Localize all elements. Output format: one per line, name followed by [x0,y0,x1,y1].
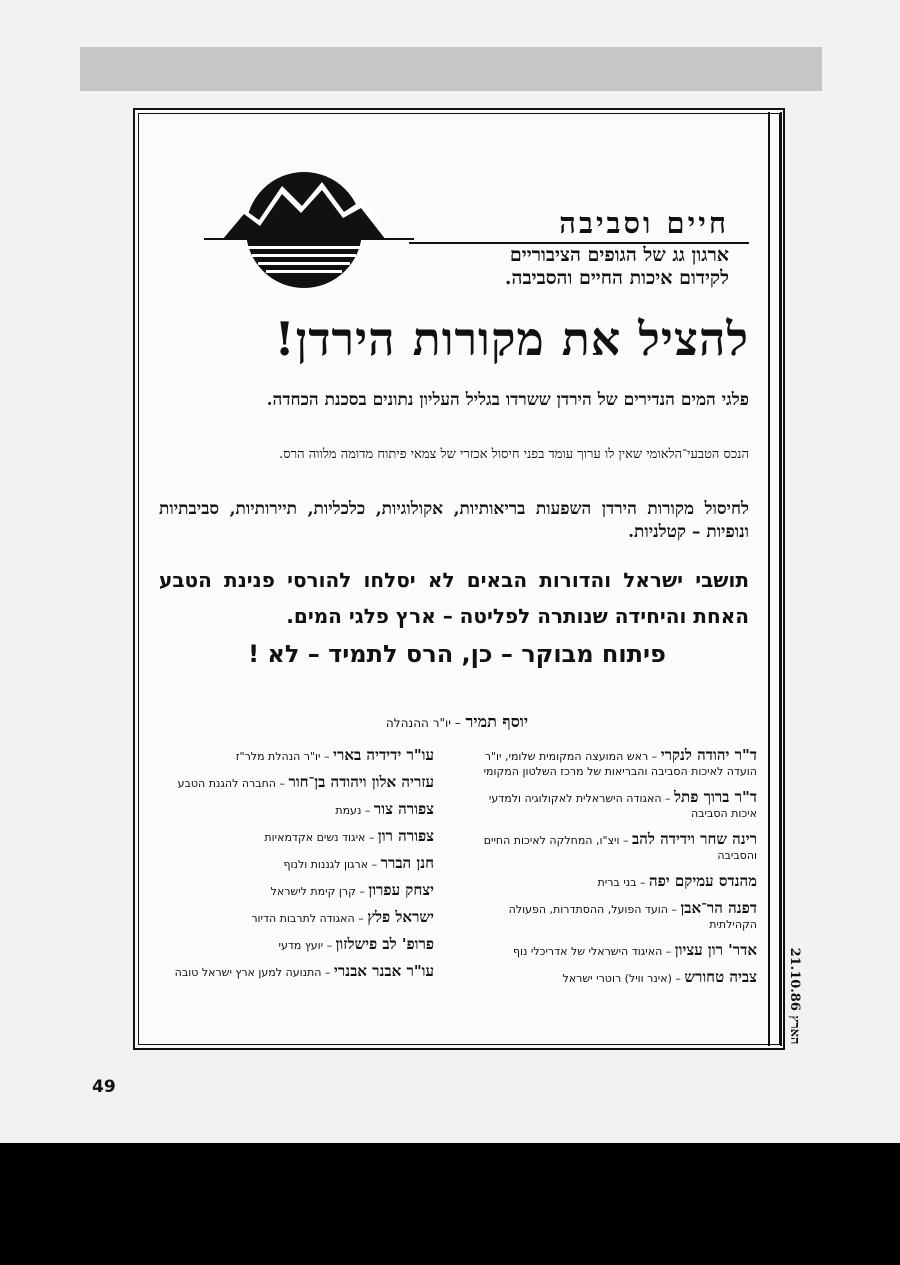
source-date-stamp [783,947,807,1050]
source-date-text: הארץ 21.10.86 [787,947,802,1045]
org-desc-line: ארגון גג של הגופים הציבוריים [509,244,729,266]
signatory-name: מהנדס עמיקם יפה [648,872,757,890]
signatory-name: יוסף תמיר [465,712,529,731]
signatory-name: יצחק עפרון [368,881,434,899]
signatory-name: ד"ר יהודה לנקרי [660,746,757,764]
organization-description [399,244,729,290]
header-bar [80,47,822,91]
signatory [149,775,434,791]
signatory [472,832,757,863]
signatory [472,943,757,959]
signatory [149,937,434,953]
signatory-name: ישראל פלץ [367,908,434,926]
mountain-logo-icon [204,168,414,298]
signatory-role: – החברה להגנת הטבע [177,777,285,790]
signatory-role: – יועץ מדעי [278,939,333,952]
signatories-right-column [472,748,757,997]
chairman-signature [145,712,769,732]
frame-double-rule [768,112,782,1046]
signatory-role: – הועד הפועל, ההסתדרות, הפעולה הקהילתית [508,903,757,931]
signatory [149,910,434,926]
signatory-role: – ויצ"ו, המחלקה לאיכות החיים והסביבה [483,834,757,862]
headline: להציל את מקורות הירדן! [274,312,749,366]
org-desc-line: לקידום איכות החיים והסביבה. [504,267,729,289]
signatory-role: – האיגוד הישראלי של אדריכלי נוף [512,945,672,958]
advertisement-frame [133,108,785,1050]
signatory [149,802,434,818]
slogan: פיתוח מבוקר – כן, הרס לתמיד – לא ! [248,640,666,668]
signatory-role: – נעמת [335,804,371,817]
signatory [149,964,434,980]
signatory [149,856,434,872]
signatory-role: – ראש המועצה המקומית שלומי, יו"ר הועדה לאיכות הסביבה והבריאות של מרכז השלטון המקומי [483,750,757,778]
signatory-role: – יו"ר ההנהלה [385,716,461,730]
signatory-name: דפנה הר־אבן [680,899,757,917]
signatory-role: – התנועה למען ארץ ישראל טובה [174,966,331,979]
signatories-left-column [149,748,434,991]
signatory [149,748,434,764]
paragraph-appeal: תושבי ישראל והדורות הבאים לא יסלחו להורסי פנינת הטבע האחת והיחידה שנותרה לפליטה – ארץ פלגי המים. [159,568,749,628]
page-number: 49 [92,1077,116,1097]
signatory-name: עזריה אלון ויהודה בן־חור [288,773,434,791]
signatory-name: פרופ' לב פישלזון [335,935,434,953]
signatory-role: – ארגון לגננות ולנוף [283,858,378,871]
signatory [472,790,757,821]
signatory-role: – (אינר וויל) רוטרי ישראל [562,972,681,985]
signatory-role: – קרן קימת לישראל [270,885,365,898]
signatory-name: צביה טחורש [684,968,757,986]
paragraph-national-asset: הנכס הטבעי־הלאומי שאין לו ערוך עומד בפני חיסול אכזרי של צמאי פיתוח מדומה מלווה הרס. [279,447,749,462]
signatory-name: עו"ר אבנר אבנרי [333,962,434,980]
signatory-role: – בני ברית [597,876,646,889]
signatory-name: ד"ר ברוך פתל [674,788,757,806]
signatory-role: – איגוד נשים אקדמאיות [264,831,375,844]
signatory [472,748,757,779]
signatory-role: – האגודה לתרבות הדיור [251,912,364,925]
signatory [472,874,757,890]
signatory-name: צפורה צור [373,800,434,818]
signatory-role: – האגודה הישראלית לאקולוגיה ולמדעי איכות הסביבה [488,792,757,820]
advertisement-content [145,118,769,1040]
signatory-name: עו"ר ידידיה בארי [333,746,434,764]
signatory-name: צפורה רון [377,827,434,845]
organization-name: חיים וסביבה [559,206,729,240]
signatory [472,970,757,986]
signatory [149,829,434,845]
signatory [149,883,434,899]
signatory-name: חנן הברר [380,854,434,872]
paragraph-endangered: פלגי המים הנדירים של הירדן ששרדו בגליל העליון נתונים בסכנת הכחדה. [266,390,749,410]
paragraph-impacts: לחיסול מקורות הירדן השפעות בריאותיות, אקולוגיות, כלכליות, תיירותיות, סביבתיות ונופיות – קטלניות. [159,499,749,542]
signatory-name: רינה שחר וידידה להב [632,830,757,848]
signatory [472,901,757,932]
signatory-name: אדר' רון עציון [674,941,757,959]
signatory-role: – יו"ר הנהלת מלר"ז [235,750,330,763]
